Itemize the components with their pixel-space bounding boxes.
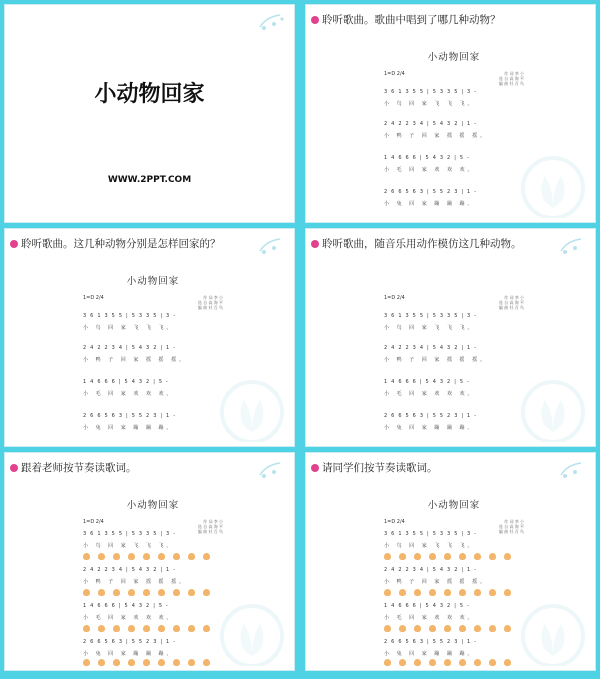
clap-hand-icon	[83, 589, 90, 596]
bullet-dot-icon	[311, 240, 319, 248]
clap-hand-icon	[203, 659, 210, 666]
score-credit: 作 词 李 小 选 自 高 海 平 编 曲 杜 百 鸟	[498, 71, 524, 86]
score-key: 1=D 2/4	[384, 71, 405, 77]
clap-hand-icon	[128, 659, 135, 666]
clap-hand-icon	[128, 553, 135, 560]
bullet-dot-icon	[10, 240, 18, 248]
clap-hand-icon	[128, 625, 135, 632]
clap-hand-icon	[489, 659, 496, 666]
clap-hand-icon	[444, 659, 451, 666]
music-notes-icon	[254, 459, 286, 481]
score-line: 1 4 6 6 6 | 5 4 3 2 | 5 - 小 毛 回 家 欢 欢 欢。	[83, 603, 175, 621]
clap-hands-row	[384, 625, 524, 632]
clap-hand-icon	[158, 625, 165, 632]
music-score	[83, 497, 223, 667]
clap-hand-icon	[384, 589, 391, 596]
score-line: 3 6 1 3 5 5 | 5 3 3 5 | 3 - 小 鸟 回 家 飞 飞 飞。	[83, 313, 177, 331]
slide-1[interactable]	[4, 4, 295, 223]
clap-hand-icon	[173, 553, 180, 560]
score-line: 2 6 6 5 6 3 | 5 5 2 3 | 1 - 小 兔 回 家 蹦 蹦 蹦。	[384, 413, 478, 431]
clap-hand-icon	[173, 659, 180, 666]
clap-hand-icon	[173, 589, 180, 596]
clap-hand-icon	[188, 625, 195, 632]
bullet-dot-icon	[311, 464, 319, 472]
slide-2[interactable]	[305, 4, 596, 223]
score-line: 2 4 2 2 3 4 | 5 4 3 2 | 1 - 小 鸭 子 回 家 摇 摇 摇。	[83, 345, 188, 363]
score-line: 2 6 6 5 6 3 | 5 5 2 3 | 1 - 小 兔 回 家 蹦 蹦 蹦。	[83, 639, 177, 657]
slide-heading: 跟着老师按节奏读歌词。	[10, 460, 137, 475]
score-credit: 作 词 李 小 选 自 高 海 平 编 曲 杜 百 鸟	[498, 295, 524, 310]
music-score	[384, 273, 524, 443]
clap-hand-icon	[474, 659, 481, 666]
score-line: 2 4 2 2 3 4 | 5 4 3 2 | 1 - 小 鸭 子 回 家 摇 摇 摇。	[384, 345, 489, 363]
clap-hand-icon	[158, 589, 165, 596]
score-line: 1 4 6 6 6 | 5 4 3 2 | 5 - 小 毛 回 家 欢 欢 欢。	[384, 603, 476, 621]
slide-heading: 请同学们按节奏读歌词。	[311, 460, 438, 475]
clap-hand-icon	[429, 589, 436, 596]
score-credit: 作 词 李 小 选 自 高 海 平 编 曲 杜 百 鸟	[197, 295, 223, 310]
score-line: 2 4 2 2 3 4 | 5 4 3 2 | 1 - 小 鸭 子 回 家 摇 摇 摇。	[384, 121, 489, 139]
clap-hand-icon	[188, 553, 195, 560]
score-credit: 作 词 李 小 选 自 高 海 平 编 曲 杜 百 鸟	[498, 519, 524, 534]
clap-hand-icon	[459, 625, 466, 632]
clap-hand-icon	[489, 553, 496, 560]
clap-hands-row	[384, 589, 524, 596]
clap-hand-icon	[444, 625, 451, 632]
score-key: 1=D 2/4	[83, 295, 104, 301]
score-line: 2 4 2 2 3 4 | 5 4 3 2 | 1 - 小 鸭 子 回 家 摇 摇 摇。	[384, 567, 489, 585]
clap-hand-icon	[504, 553, 511, 560]
clap-hand-icon	[504, 589, 511, 596]
music-notes-icon	[555, 459, 587, 481]
score-title: 小动物回家	[126, 276, 180, 287]
clap-hands-row	[83, 553, 223, 560]
clap-hand-icon	[143, 659, 150, 666]
score-title: 小动物回家	[126, 500, 180, 511]
clap-hand-icon	[203, 553, 210, 560]
music-score	[83, 273, 223, 443]
score-line: 3 6 1 3 5 5 | 5 3 3 5 | 3 - 小 鸟 回 家 飞 飞 飞。	[384, 531, 478, 549]
score-title: 小动物回家	[427, 500, 481, 511]
clap-hand-icon	[113, 625, 120, 632]
clap-hand-icon	[143, 625, 150, 632]
clap-hand-icon	[474, 625, 481, 632]
clap-hand-icon	[98, 553, 105, 560]
score-line: 1 4 6 6 6 | 5 4 3 2 | 5 - 小 毛 回 家 欢 欢 欢。	[384, 155, 476, 173]
music-notes-icon	[555, 235, 587, 257]
clap-hand-icon	[504, 625, 511, 632]
slide-6[interactable]	[305, 452, 596, 671]
clap-hand-icon	[489, 589, 496, 596]
score-line: 2 4 2 2 3 4 | 5 4 3 2 | 1 - 小 鸭 子 回 家 摇 摇 摇。	[83, 567, 188, 585]
score-line: 3 6 1 3 5 5 | 5 3 3 5 | 3 - 小 鸟 回 家 飞 飞 飞。	[384, 89, 478, 107]
clap-hand-icon	[203, 589, 210, 596]
clap-hand-icon	[143, 589, 150, 596]
clap-hand-icon	[158, 553, 165, 560]
score-key: 1=D 2/4	[83, 519, 104, 525]
music-notes-icon	[254, 235, 286, 257]
bullet-dot-icon	[10, 464, 18, 472]
clap-hands-row	[384, 659, 524, 666]
clap-hand-icon	[399, 659, 406, 666]
score-key: 1=D 2/4	[384, 519, 405, 525]
clap-hand-icon	[188, 589, 195, 596]
clap-hand-icon	[98, 589, 105, 596]
clap-hand-icon	[384, 659, 391, 666]
clap-hand-icon	[98, 625, 105, 632]
clap-hand-icon	[128, 589, 135, 596]
slide-4[interactable]	[305, 228, 596, 447]
clap-hand-icon	[414, 625, 421, 632]
slide-3[interactable]	[4, 228, 295, 447]
clap-hand-icon	[98, 659, 105, 666]
score-line: 2 6 6 5 6 3 | 5 5 2 3 | 1 - 小 兔 回 家 蹦 蹦 蹦。	[384, 639, 478, 657]
music-score	[384, 497, 524, 667]
clap-hands-row	[83, 659, 223, 666]
slide-heading: 聆听歌曲。这几种动物分别是怎样回家的？	[10, 236, 221, 251]
clap-hand-icon	[113, 589, 120, 596]
music-notes-icon	[254, 11, 286, 33]
clap-hands-row	[83, 625, 223, 632]
site-url: WWW.2PPT.COM	[107, 175, 192, 185]
clap-hand-icon	[143, 553, 150, 560]
clap-hand-icon	[399, 625, 406, 632]
clap-hand-icon	[459, 589, 466, 596]
clap-hand-icon	[384, 553, 391, 560]
slide-5[interactable]	[4, 452, 295, 671]
clap-hand-icon	[384, 625, 391, 632]
clap-hand-icon	[113, 553, 120, 560]
slide-heading: 聆听歌曲，随音乐用动作模仿这几种动物。	[311, 236, 522, 251]
score-line: 3 6 1 3 5 5 | 5 3 3 5 | 3 - 小 鸟 回 家 飞 飞 飞。	[83, 531, 177, 549]
clap-hand-icon	[83, 553, 90, 560]
clap-hand-icon	[83, 625, 90, 632]
clap-hand-icon	[459, 553, 466, 560]
clap-hand-icon	[444, 553, 451, 560]
score-line: 2 6 6 5 6 3 | 5 5 2 3 | 1 - 小 兔 回 家 蹦 蹦 蹦。	[384, 189, 478, 207]
score-line: 1 4 6 6 6 | 5 4 3 2 | 5 - 小 毛 回 家 欢 欢 欢。	[83, 379, 175, 397]
clap-hand-icon	[444, 589, 451, 596]
presentation-title: 小动物回家	[94, 82, 205, 107]
clap-hand-icon	[188, 659, 195, 666]
bullet-dot-icon	[311, 16, 319, 24]
score-line: 2 6 6 5 6 3 | 5 5 2 3 | 1 - 小 兔 回 家 蹦 蹦 蹦。	[83, 413, 177, 431]
clap-hand-icon	[414, 659, 421, 666]
score-line: 1 4 6 6 6 | 5 4 3 2 | 5 - 小 毛 回 家 欢 欢 欢。	[384, 379, 476, 397]
score-title: 小动物回家	[427, 52, 481, 63]
music-score	[384, 49, 524, 219]
clap-hand-icon	[474, 589, 481, 596]
clap-hand-icon	[429, 625, 436, 632]
clap-hand-icon	[459, 659, 466, 666]
clap-hand-icon	[173, 625, 180, 632]
clap-hand-icon	[414, 589, 421, 596]
clap-hand-icon	[429, 659, 436, 666]
clap-hand-icon	[414, 553, 421, 560]
clap-hand-icon	[203, 625, 210, 632]
clap-hand-icon	[489, 625, 496, 632]
clap-hand-icon	[113, 659, 120, 666]
clap-hand-icon	[83, 659, 90, 666]
clap-hand-icon	[429, 553, 436, 560]
score-key: 1=D 2/4	[384, 295, 405, 301]
score-line: 3 6 1 3 5 5 | 5 3 3 5 | 3 - 小 鸟 回 家 飞 飞 飞。	[384, 313, 478, 331]
clap-hand-icon	[399, 589, 406, 596]
score-credit: 作 词 李 小 选 自 高 海 平 编 曲 杜 百 鸟	[197, 519, 223, 534]
clap-hand-icon	[158, 659, 165, 666]
clap-hands-row	[384, 553, 524, 560]
clap-hand-icon	[504, 659, 511, 666]
clap-hand-icon	[399, 553, 406, 560]
clap-hand-icon	[474, 553, 481, 560]
clap-hands-row	[83, 589, 223, 596]
slide-heading: 聆听歌曲。歌曲中唱到了哪几种动物？	[311, 12, 501, 27]
